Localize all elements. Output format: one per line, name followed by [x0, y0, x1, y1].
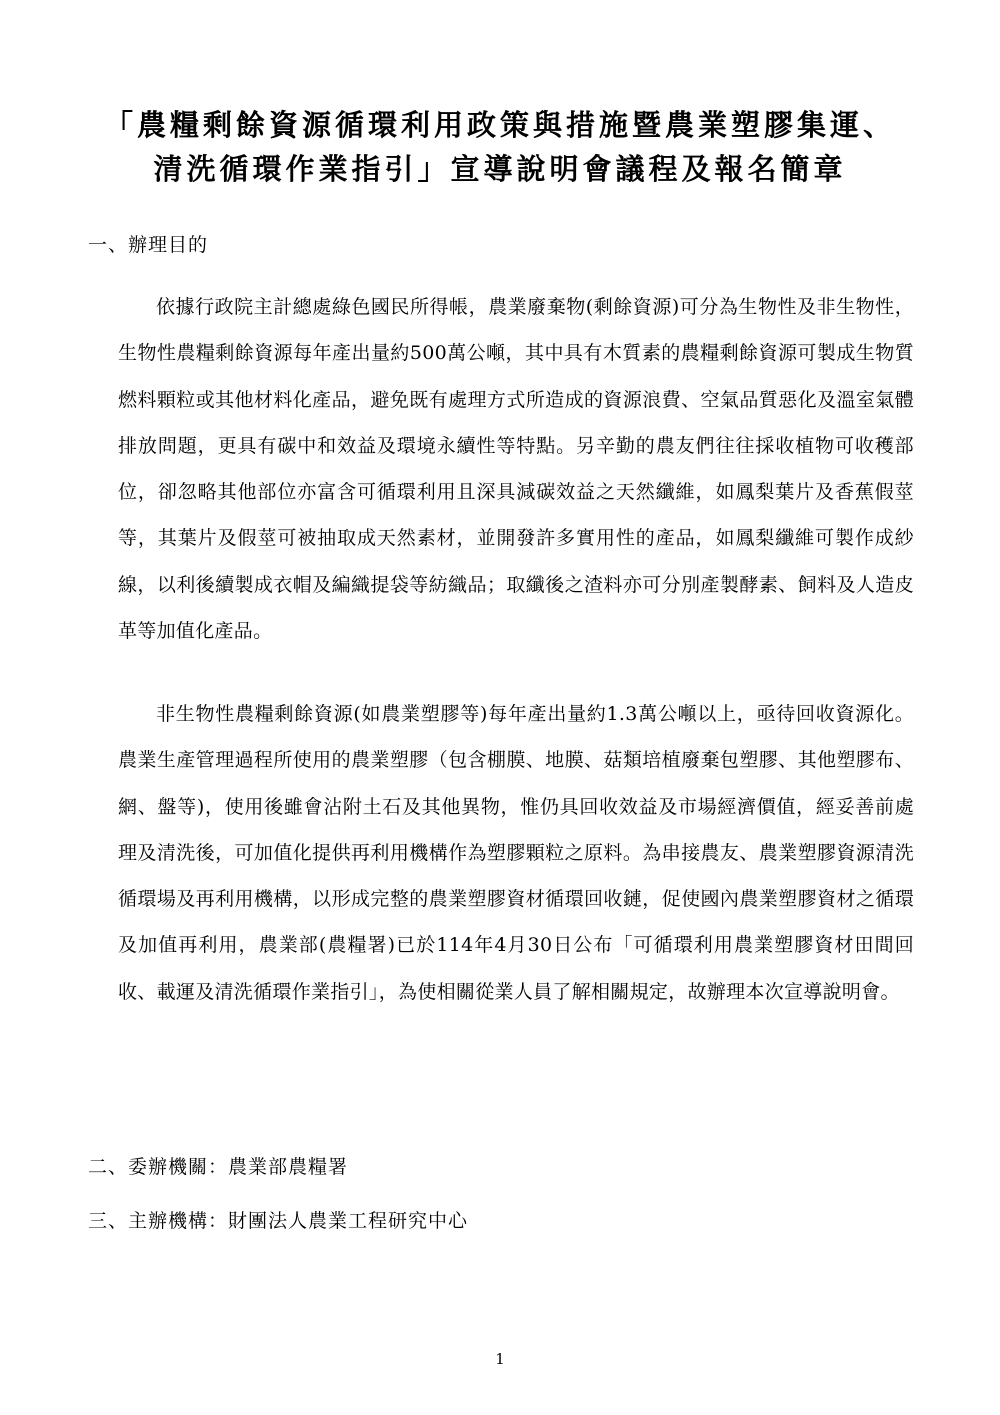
section-organizer: 三、主辦機構：財團法人農業工程研究中心	[88, 1210, 469, 1232]
document-title-line-2: 清洗循環作業指引」宣導說明會議程及報名簡章	[153, 152, 847, 186]
page-number: 1	[495, 1350, 505, 1368]
purpose-paragraph-2: 非生物性農糧剩餘資源(如農業塑膠等)每年產出量約1.3萬公噸以上，亟待回收資源化。農業生產管理過程所使用的農業塑膠（包含棚膜、地膜、菇類培植廢棄包塑膠、其他塑膠布、網、盤等)，使用後雖會沾附土石及其他異物，惟仍具回收效益及市場經濟價值，經妥善前處理及清洗後，可加值化提供再利用機構作為塑膠顆粒之原料。為串接農友、農業塑膠資源清洗循環場及再利用機構，以形成完整的農業塑膠資材循環回收鏈，促使國內農業塑膠資材之循環及加值再利用，農業部(農糧署)已於114年4月30日公布「可循環利用農業塑膠資材田間回收、載運及清洗循環作業指引」，為使相關從業人員了解相關規定，故辦理本次宣導說明會。	[118, 703, 914, 1003]
section-commissioning-agency: 二、委辦機關：農業部農糧署	[88, 1156, 349, 1178]
purpose-paragraph-1: 依據行政院主計總處綠色國民所得帳，農業廢棄物(剩餘資源)可分為生物性及非生物性，生物性農糧剩餘資源每年產出量約500萬公噸，其中具有木質素的農糧剩餘資源可製成生物質燃料顆粒或其他材料化產品，避免既有處理方式所造成的資源浪費、空氣品質惡化及溫室氣體排放問題，更具有碳中和效益及環境永續性等特點。另辛勤的農友們往往採收植物可收穫部位，卻忽略其他部位亦富含可循環利用且深具減碳效益之天然纖維，如鳳梨葉片及香蕉假莖等，其葉片及假莖可被抽取成天然素材，並開發許多實用性的產品，如鳳梨纖維可製作成紗線，以利後續製成衣帽及編織提袋等紡織品；取纖後之渣料亦可分別產製酵素、飼料及人造皮革等加值化產品。	[118, 296, 914, 643]
document-title-line-1: 「農糧剩餘資源循環利用政策與措施暨農業塑膠集運、	[103, 108, 896, 142]
section-purpose-heading: 一、辦理目的	[88, 234, 209, 256]
